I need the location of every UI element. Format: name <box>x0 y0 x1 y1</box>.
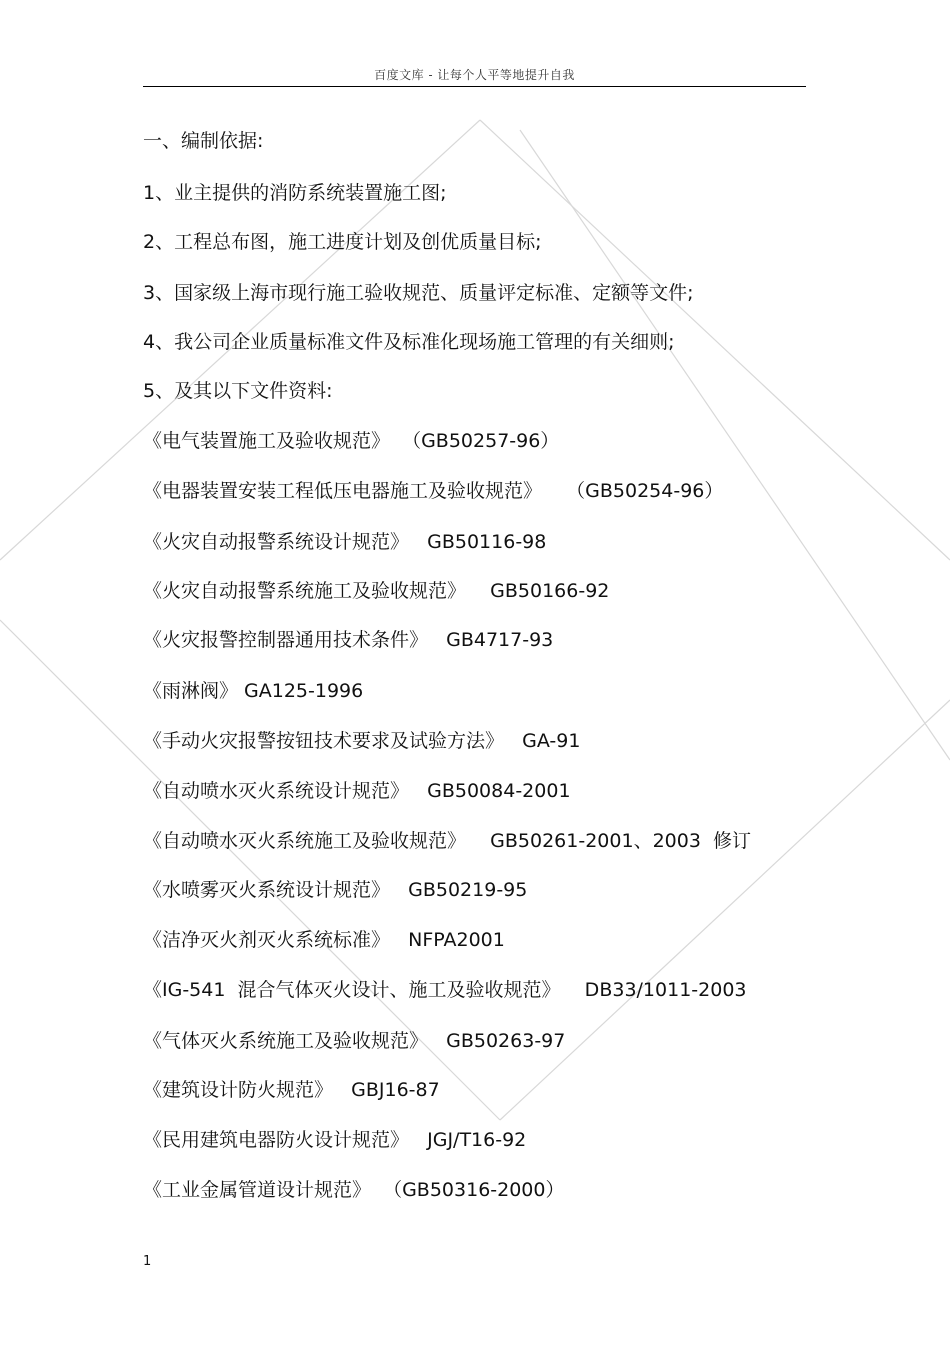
basis-item-2: 2、工程总布图，施工进度计划及创优质量目标; <box>143 231 542 253</box>
reference-item: 《洁净灭火剂灭火系统标准》 NFPA2001 <box>143 929 505 951</box>
reference-item: 《水喷雾灭火系统设计规范》 GB50219-95 <box>143 879 528 901</box>
page-header: 百度文库 - 让每个人平等地提升自我 <box>374 68 575 82</box>
reference-item: 《火灾自动报警系统设计规范》 GB50116-98 <box>143 531 547 553</box>
basis-item-5: 5、及其以下文件资料: <box>143 380 333 402</box>
reference-item: 《建筑设计防火规范》 GBJ16-87 <box>143 1079 440 1101</box>
header-divider <box>143 86 806 87</box>
reference-item: 《自动喷水灭火系统设计规范》 GB50084-2001 <box>143 780 571 802</box>
basis-item-1: 1、业主提供的消防系统装置施工图; <box>143 182 447 204</box>
section-title: 一、编制依据: <box>143 130 264 152</box>
reference-item: 《火灾报警控制器通用技术条件》 GB4717-93 <box>143 629 554 651</box>
reference-item: 《电器装置安装工程低压电器施工及验收规范》 （GB50254-96） <box>143 480 724 502</box>
reference-item: 《电气装置施工及验收规范》 （GB50257-96） <box>143 430 560 452</box>
reference-item: 《自动喷水灭火系统施工及验收规范》 GB50261-2001、2003 修订 <box>143 830 752 852</box>
reference-item: 《民用建筑电器防火设计规范》 JGJ/T16-92 <box>143 1129 527 1151</box>
page-number: 1 <box>143 1254 152 1269</box>
reference-item: 《气体灭火系统施工及验收规范》 GB50263-97 <box>143 1030 566 1052</box>
reference-item: 《手动火灾报警按钮技术要求及试验方法》 GA-91 <box>143 730 581 752</box>
reference-item: 《火灾自动报警系统施工及验收规范》 GB50166-92 <box>143 580 610 602</box>
reference-item: 《IG-541 混合气体灭火设计、施工及验收规范》 DB33/1011-2003 <box>143 979 747 1001</box>
basis-item-3: 3、国家级上海市现行施工验收规范、质量评定标准、定额等文件; <box>143 282 694 304</box>
reference-item: 《工业金属管道设计规范》 （GB50316-2000） <box>143 1179 565 1201</box>
basis-item-4: 4、我公司企业质量标准文件及标准化现场施工管理的有关细则; <box>143 331 675 353</box>
reference-item: 《雨淋阀》 GA125-1996 <box>143 680 364 702</box>
